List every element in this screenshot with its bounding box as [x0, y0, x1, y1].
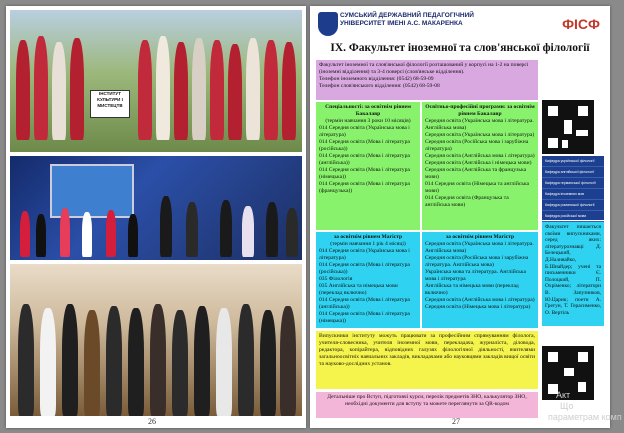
master-programs — [422, 232, 538, 328]
stage-performance-photo — [10, 156, 302, 260]
pride-block: Факультет пишається своїми випускниками, серед яких: літературознавці Д. Белецький, Д.Наливайко, Б.Шнайдер; учені та письменники Є. Полоцкий, П. Охріменко; літератори В. Запузников, Ю.Царик; поети А. Грегун, Т. Герасименко, О. Вертіль — [542, 222, 604, 326]
watermark-line-1: Акт — [556, 390, 571, 400]
watermark-line-3: параметрам комп — [548, 412, 622, 422]
intro-text: Факультет іноземної та слов'янської філології розташований у корпусі на 1-2 на поверсі (іноземні відділення) та 3-4 поверсі (слов'янське відділення). — [319, 62, 529, 75]
program-item: Середня освіта (Російська мова і зарубіжна література) — [425, 139, 529, 152]
page-number-right: 27 — [452, 417, 460, 426]
master-specs-title: за освітнім рівнем Магістр — [333, 234, 403, 240]
spec-item: 035 Англійська та німецька мови (переклад включно) — [319, 283, 398, 296]
program-item: Англійська та німецька мови (переклад включно) — [425, 283, 519, 296]
department-item: Кафедра романської філології — [542, 200, 604, 211]
bachelor-programs-title: Освітньо-професійні програми: за освітнім рівнем Бакалавр — [425, 104, 535, 117]
program-item: Середня освіта (Українська мова і література) — [425, 132, 535, 138]
department-item: Кафедра германської філології — [542, 178, 604, 189]
bachelor-programs — [422, 102, 538, 230]
program-item: 014 Середня освіта (Французька та англійська мови) — [425, 195, 509, 208]
spec-item: 014 Середня освіта (Мова і література (французька)) — [319, 181, 410, 194]
program-item: 014 Середня освіта (Німецька та англійська мови) — [425, 181, 530, 194]
master-specialties — [316, 232, 420, 328]
spec-item: 035 Філологія — [319, 276, 353, 282]
watermark-line-2: Що — [560, 401, 574, 411]
department-item: Кафедра української філології — [542, 156, 604, 167]
university-logo — [318, 12, 338, 36]
spec-item: 014 Середня освіта (Мова і література (російська)) — [319, 262, 410, 275]
section-title: IX. Факультет іноземної та слов'янської філології — [330, 42, 590, 54]
spec-item: 014 Середня освіта (Мова і література (англійська)) — [319, 297, 410, 310]
master-programs-title: за освітнім рівнем Магістр — [445, 234, 515, 240]
departments-menu-image — [542, 156, 604, 220]
department-item: Кафедра іноземних мов — [542, 189, 604, 200]
department-item: Кафедра російської мови — [542, 211, 604, 222]
spec-item: 014 Середня освіта (Українська мова і література) — [319, 248, 410, 261]
qr-code-top[interactable] — [542, 100, 594, 154]
phone-slavic: Телефон слов'янського відділення: (0542) 68-59-08 — [319, 83, 440, 89]
spec-item: 014 Середня освіта (Українська мова і література) — [319, 125, 410, 138]
right-page — [310, 6, 610, 428]
institute-sign: ІНСТИТУТ КУЛЬТУРИ І МИСТЕЦТВ — [90, 90, 130, 118]
program-item: Середня освіта (Англійська мова і література) — [425, 153, 535, 159]
bachelor-specs-note: (термін навчання 3 роки 10 місяців) — [325, 118, 411, 124]
page-number-left: 26 — [148, 417, 156, 426]
bachelor-specs-title: Спеціальності: за освітнім рівнем Бакалавр — [325, 104, 411, 117]
program-item: Середня освіта (Російська мова і зарубіжна література. Англійська мова) — [425, 255, 529, 268]
department-item: Кафедра англійської філології — [542, 167, 604, 178]
program-item: Середня освіта (Англійська та французька мови) — [425, 167, 527, 180]
program-item: Середня освіта (Англійська і німецька мови) — [425, 160, 532, 166]
spec-item: 014 Середня освіта (Мова і література (німецька)) — [319, 167, 410, 180]
program-item: Середня освіта (Українська мова і література. Англійська мова) — [425, 241, 534, 254]
graduates-block: Випускники інституту можуть працювати за професійним спрямуванням філолога, учителя-словесника, учителя іноземної мови, перекладача, журналіста, діловода, редактора, копірайтера, відповідних галузях філологічної діяльності, вчителями загальноосвітніх навчальних закладів, викладачами або науковцями закладів вищої освіти та науково-дослідних установ. — [316, 331, 538, 389]
spec-item: 014 Середня освіта (Мова і література (англійська)) — [319, 153, 410, 166]
students-outdoor-photo — [10, 10, 302, 152]
program-item: Середня освіта (Українська мова і література. Англійська мова) — [425, 118, 534, 131]
phone-foreign: Телефон іноземного відділення: (0542) 68-59-09 — [319, 76, 434, 82]
details-block: Детальніше про Вступ, підготовчі курси, перелік предметів ЗНО, калькулятор ЗНО, необхідні документи для вступу та можете переглянути за QR-кодом — [316, 392, 538, 418]
program-item: Середня освіта (Англійська мова і література) — [425, 297, 535, 303]
faculty-logo: ФІСФ — [562, 16, 600, 32]
spec-item: 014 Середня освіта (Мова і література (російська)) — [319, 139, 410, 152]
master-specs-note: (термін навчання 1 рік 4 місяці) — [330, 241, 406, 247]
spec-item: 014 Середня освіта (Мова і література (німецька)) — [319, 311, 410, 324]
group-indoor-photo — [10, 264, 302, 416]
intro-block — [316, 60, 538, 100]
program-item: Українська мова та література. Англійська мова і література — [425, 269, 526, 282]
university-name: СУМСЬКИЙ ДЕРЖАВНИЙ ПЕДАГОГІЧНИЙ УНІВЕРСИТЕТ ІМЕНІ А.С. МАКАРЕНКА — [340, 12, 474, 27]
program-item: Середня освіта (Німецька мова і література) — [425, 304, 531, 310]
bachelor-specialties — [316, 102, 420, 230]
left-page — [6, 6, 306, 428]
